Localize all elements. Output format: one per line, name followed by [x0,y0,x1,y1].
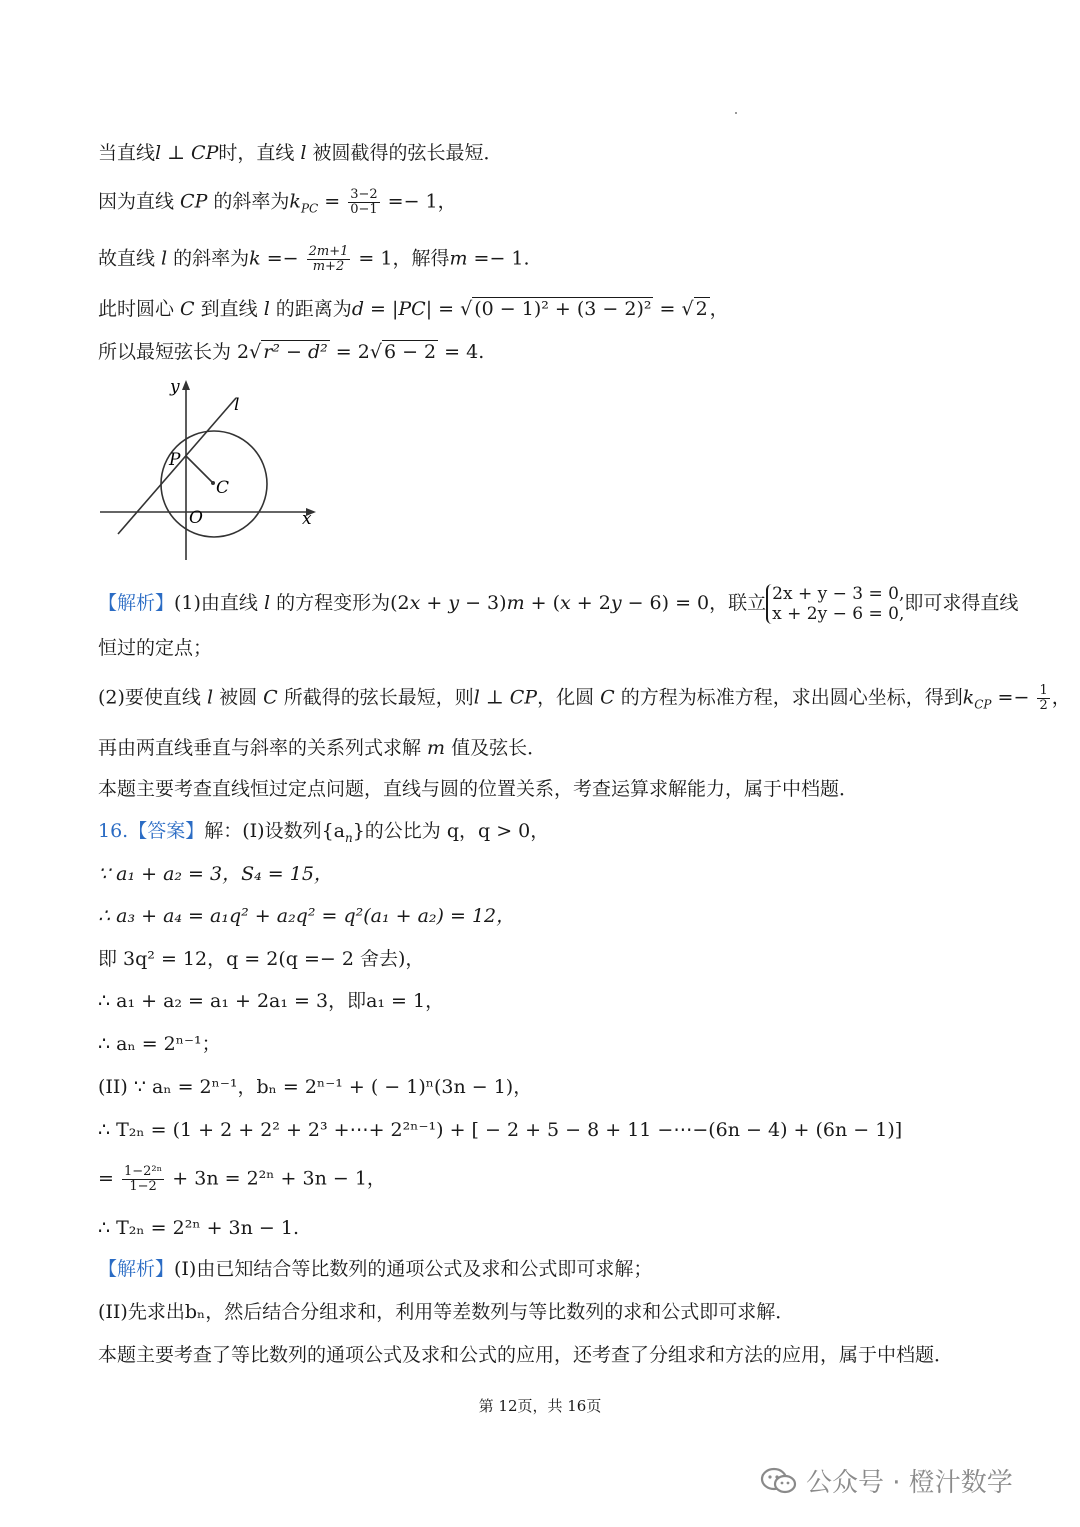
text: (2)要使直线 [98,686,207,709]
equation: 2x + y − 3 = 0, [772,584,905,604]
equation: x + 2y − 6 = 0, [772,604,905,624]
text-line [98,1165,386,1194]
denominator: 0−1 [350,202,378,217]
text: 因为直线 [98,190,181,213]
math: =− [991,686,1036,709]
text-line: 本题主要考查直线恒过定点问题，直线与圆的位置关系，考查运算求解能力，属于中档题． [98,778,859,800]
text-line [98,684,1071,718]
math: = | [363,298,399,320]
fraction [348,188,379,217]
math: l [263,592,271,614]
math: n [344,831,353,845]
math: + 3n = 2²ⁿ + 3n − 1， [166,1167,386,1190]
o-label: O [189,508,203,528]
math: l [300,142,307,164]
x-label: x [302,509,312,529]
math: CP [974,697,992,712]
analysis-tag: 【解析】 [98,1258,175,1280]
question-number: 16. [98,820,129,842]
math: k [962,686,975,709]
math: PC [300,201,319,216]
p-label: P [169,450,181,470]
text: 被圆 [213,686,264,709]
text: 所截得的弦长最短，则 [277,686,474,709]
math: ⊥ [479,686,510,709]
math: + ( [524,592,561,614]
text-line: 本题主要考查了等比数列的通项公式及求和公式的应用，还考查了分组求和方法的应用，属于中档题． [98,1344,954,1366]
math: =− 1， [381,190,457,213]
text: (I)由已知结合等比数列的通项公式及求和公式即可求解； [174,1258,653,1280]
text-line: 恒过的定点； [98,637,213,659]
text: 故直线 [98,247,162,270]
center-point [211,481,215,485]
radicand: 2 [695,298,708,320]
math: x [560,592,571,614]
radicand: 6 − 2 [383,341,437,363]
math: = [98,1167,120,1190]
text-line: (II)先求出bₙ，然后结合分组求和，利用等差数列与等比数列的求和公式即可求解． [98,1301,795,1323]
denominator: m+2 [312,259,345,274]
l-label: l [234,395,240,415]
text: − 6) = 0，联立 [621,592,767,614]
math: m [506,592,525,614]
text-line [98,245,530,274]
text: 的斜率为 [167,247,250,270]
math: =− [260,247,305,270]
math: d [351,298,364,320]
numerator: 3−2 [350,187,378,202]
text-line [98,140,503,166]
text: 此时圆心 [98,298,181,320]
math: C [180,298,195,320]
text-line: ∴ a₁ + a₂ = a₁ + 2a₁ = 3，即a₁ = 1， [98,990,445,1012]
math: m [427,737,446,759]
radicand: (0 − 1)² + (3 − 2)² [474,298,652,320]
text-line: ∴ a₃ + a₄ = a₁q² + a₂q² = q²(a₁ + a₂) = 12， [98,905,516,927]
math: = 2√ [329,341,382,363]
watermark [760,1462,1013,1499]
analysis-tag: 【解析】 [98,592,175,614]
text-line [98,296,729,322]
denominator: 1−2 [129,1179,157,1194]
math: m [449,247,468,270]
text: ， [1051,686,1071,709]
math: ⊥ [161,142,192,164]
text: 时，直线 [218,142,301,164]
answer-tag: 【答案】 [128,820,205,842]
math: C [600,686,615,709]
numerator: 2m+1 [308,244,349,259]
math: CP [180,190,208,213]
text: = 1，解得 [352,247,450,270]
math: PC [398,298,426,320]
math: l [155,142,162,164]
fraction [307,245,351,274]
text: (1)由直线 [174,592,264,614]
stray-dot [735,112,737,114]
math: =− 1. [467,247,530,270]
text-line [98,735,546,761]
text: 解：(I)设数列{a [204,820,345,842]
math: + 2 [570,592,611,614]
math: k [289,190,301,213]
c-label: C [216,478,230,498]
math: C [263,686,278,709]
text-line [98,339,484,365]
equation-system [766,584,904,624]
text: }的公比为 q，q > 0， [352,820,550,842]
text-line: (II) ∵ aₙ = 2ⁿ⁻¹，bₙ = 2ⁿ⁻¹ + ( − 1)ⁿ(3n − 1)， [98,1076,533,1098]
text: ，化圆 [537,686,601,709]
text: 到直线 [194,298,264,320]
math: y [610,592,622,614]
text-line [98,188,457,222]
y-label: y [170,377,180,397]
math: | = √ [425,298,473,320]
text-line: ∴ T₂ₙ = 2²ⁿ + 3n − 1. [98,1217,300,1239]
math: l [473,686,480,709]
text: 被圆截得的弦长最短． [306,142,503,164]
text: 的距离为 [269,298,352,320]
math: l [206,686,214,709]
math: = [318,190,347,213]
text: 再由两直线垂直与斜率的关系列式求解 [98,737,428,759]
math: + [420,592,449,614]
fraction [1037,684,1049,713]
text-line [98,1256,652,1282]
text: 即可求得直线 [904,592,1019,614]
math: l [263,298,270,320]
text: 值及弦长． [445,737,547,759]
text-line: ∴ T₂ₙ = (1 + 2 + 2² + 2³ +⋯+ 2²ⁿ⁻¹) + [ − 2 + 5 − 8 + 11 −⋯−(6n − 4) + (6n − 1)] [98,1119,903,1141]
page-footer: 第 12页，共 16页 [478,1397,602,1415]
text-line [98,584,1018,624]
math: = √ [653,298,694,320]
text: 当直线 [98,142,156,164]
math: CP [191,142,219,164]
numerator: 1 [1039,683,1048,698]
denominator: 2 [1039,698,1048,713]
math: − 3) [459,592,507,614]
math: k [249,247,261,270]
text: 的方程为标准方程，求出圆心坐标，得到 [614,686,963,709]
math: y [448,592,460,614]
math: l [161,247,168,270]
numerator: 1−2²ⁿ [123,1164,163,1179]
text-line [98,818,549,851]
text-line: ∴ aₙ = 2ⁿ⁻¹； [98,1033,221,1055]
geometry-figure [96,376,326,562]
radicand: r² − d² [263,341,328,363]
text: 的斜率为 [207,190,290,213]
wechat-icon [760,1467,798,1495]
text: 的方程变形为(2 [270,592,410,614]
watermark-text: 公众号 · 橙汁数学 [806,1468,1013,1498]
text-line: 即 3q² = 12，q = 2(q =− 2 舍去)， [98,948,425,970]
text-line: ∵ a₁ + a₂ = 3，S₄ = 15， [98,863,333,885]
math: = 4. [438,341,485,363]
math: x [409,592,421,614]
math: CP [509,686,538,709]
text: ， [709,298,729,320]
y-axis-arrow [182,380,190,390]
fraction [122,1165,164,1194]
segment-pc [186,456,213,483]
text: 所以最短弦长为 2√ [98,341,262,363]
